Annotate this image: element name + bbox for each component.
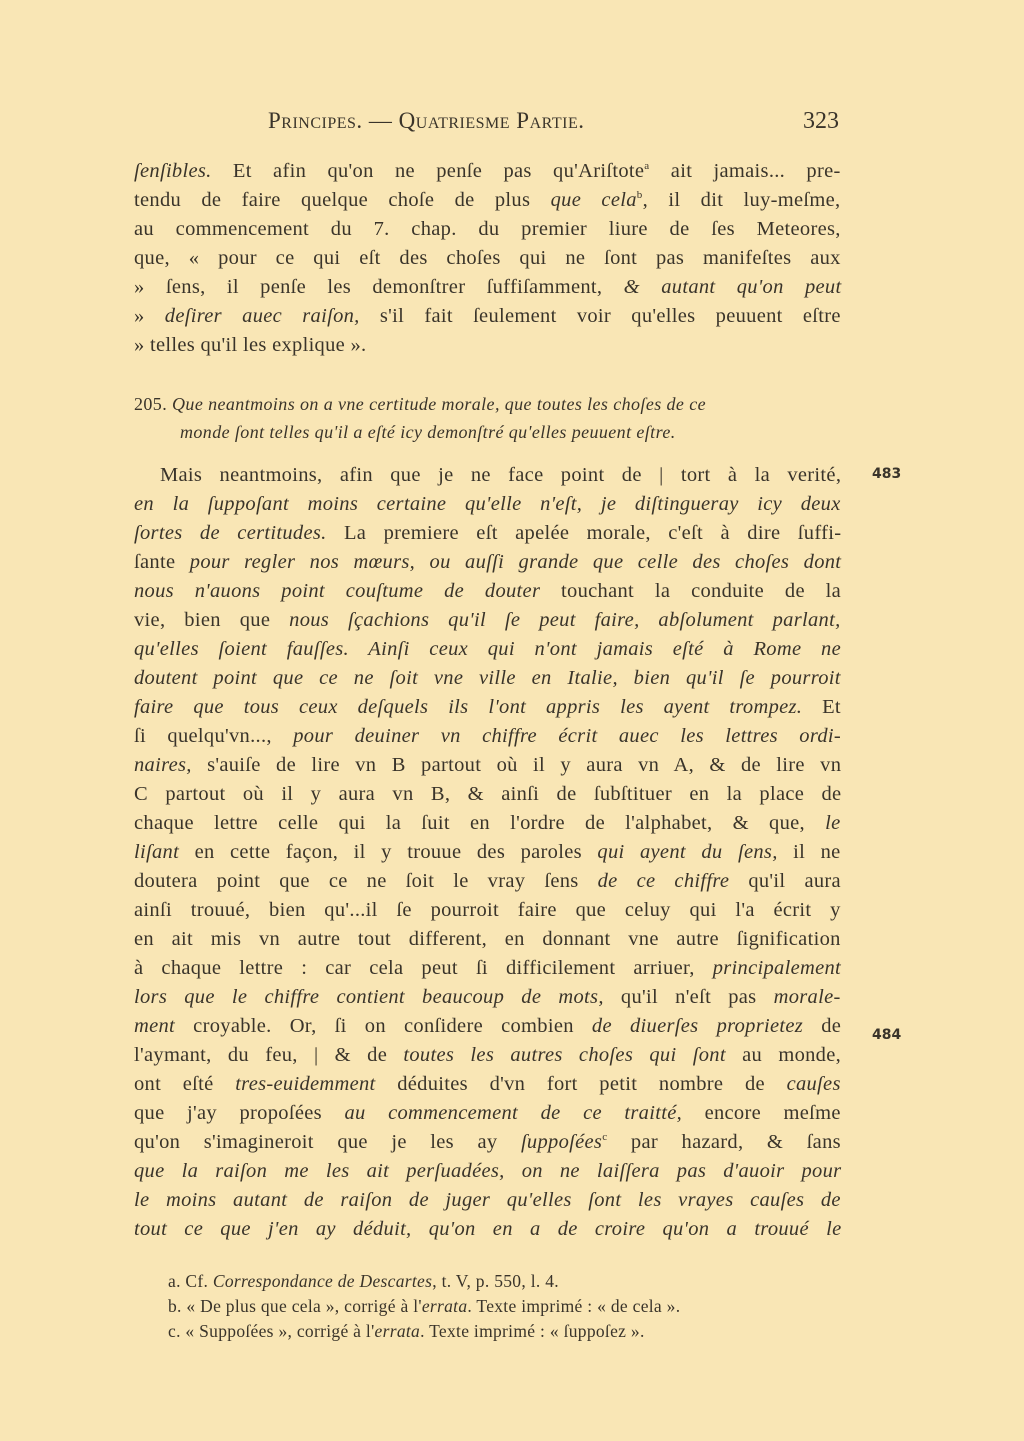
text-line: lors que le chiffre contient beaucoup de mots, qu'il n'eſt pas morale- [134, 986, 841, 1008]
margin-line-number: 483 [872, 466, 902, 482]
text-line: faire que tous ceux deſquels ils l'ont appris les ayent trompez. Et [134, 696, 841, 718]
text-line: ſenſibles. Et afin qu'on ne penſe pas qu'Ariſtote$^a$ ait jamais... pre- [134, 160, 841, 182]
text-line: chaque lettre celle qui la ſuit en l'ordre de l'alphabet, & que, le [134, 812, 841, 834]
text-line: Mais neantmoins, afin que je ne face point de | tort à la verité, [160, 464, 842, 486]
text-line: vie, bien que nous ſçachions qu'il ſe peut faire, abſolument parlant, [134, 609, 841, 631]
page-number: 323 [803, 108, 839, 134]
text-line: ſi quelqu'vn..., pour deuiner vn chiffre écrit auec les lettres ordi- [134, 725, 842, 747]
section-heading [134, 394, 706, 415]
text-line: au commencement du 7. chap. du premier liure de ſes Meteores, [134, 218, 841, 240]
text-line: qu'elles ſoient fauſſes. Ainſi ceux qui n'ont jamais eſté à Rome ne [134, 638, 841, 660]
footnote: a. Cf. Correspondance de Descartes, t. V, p. 550, l. 4. [168, 1271, 559, 1291]
text-line: à chaque lettre : car cela peut ſi difficilement arriuer, principalement [134, 957, 842, 979]
text-line: ſante pour regler nos mœurs, ou auſſi grande que celle des choſes dont [134, 551, 842, 573]
text-line: que j'ay propoſées au commencement de ce traitté, encore meſme [134, 1102, 841, 1124]
text-line: naires, s'auiſe de lire vn B partout où il y aura vn A, & de lire vn [134, 754, 842, 776]
running-title: Principes. — Quatriesme Partie. [268, 108, 585, 133]
text-line: doutent point que ce ne ſoit vne ville en Italie, bien qu'il ſe pourroit [134, 667, 841, 689]
running-header [0, 108, 1024, 142]
section-title-line1: Que neantmoins on a vne certitude morale, que toutes les choſes de ce [172, 394, 706, 414]
text-line: nous n'auons point couſtume de douter touchant la conduite de la [134, 580, 842, 602]
text-line: ſortes de certitudes. La premiere eſt apelée morale, c'eſt à dire ſuffi- [134, 522, 842, 544]
section-title-line2: monde ſont telles qu'il a eſté icy demonſtré qu'elles peuuent eſtre. [180, 422, 676, 442]
section-number: 205. [134, 394, 168, 414]
text-line: doutera point que ce ne ſoit le vray ſens de ce chiffre qu'il aura [134, 870, 841, 892]
text-line: tout ce que j'en ay déduit, qu'on en a de croire qu'on a trouué le [134, 1218, 842, 1240]
text-line: que la raiſon me les ait perſuadées, on ne laiſſera pas d'auoir pour [134, 1160, 842, 1182]
text-line: le moins autant de raiſon de juger qu'elles ſont les vrayes cauſes de [134, 1189, 841, 1211]
text-line: » deſirer auec raiſon, s'il fait ſeulement voir qu'elles peuuent eſtre [134, 305, 841, 327]
text-line: » telles qu'il les explique ». [134, 334, 367, 356]
margin-line-number: 484 [872, 1027, 902, 1043]
text-line: en ait mis vn autre tout different, en donnant vne autre ſignification [134, 928, 841, 950]
text-line: ont eſté tres-euidemment déduites d'vn fort petit nombre de cauſes [134, 1073, 841, 1095]
text-line: C partout où il y aura vn B, & ainſi de ſubſtituer en la place de [134, 783, 842, 805]
footnote: c. « Suppoſées », corrigé à l'errata. Texte imprimé : « ſuppoſez ». [168, 1321, 645, 1341]
text-line: qu'on s'imagineroit que je les ay ſuppoſées$^c$ par hazard, & ſans [134, 1131, 841, 1153]
text-line: que, « pour ce qui eſt des choſes qui ne ſont pas manifeſtes aux [134, 247, 841, 269]
text-line: en la ſuppoſant moins certaine qu'elle n'eſt, je diſtingueray icy deux [134, 493, 841, 515]
text-line: l'aymant, du feu, | & de toutes les autres choſes qui ſont au monde, [134, 1044, 842, 1066]
footnote: b. « De plus que cela », corrigé à l'errata. Texte imprimé : « de cela ». [168, 1296, 681, 1316]
text-line: ainſi trouué, bien qu'...il ſe pourroit faire que celuy qui l'a écrit y [134, 899, 841, 921]
text-line: tendu de faire quelque choſe de plus que cela$^b$, il dit luy-meſme, [134, 189, 841, 211]
text-line: » ſens, il penſe les demonſtrer ſuffiſamment, & autant qu'on peut [134, 276, 842, 298]
text-line: liſant en cette façon, il y trouue des paroles qui ayent du ſens, il ne [134, 841, 841, 863]
text-line: ment croyable. Or, ſi on conſidere combien de diuerſes proprietez de [134, 1015, 842, 1037]
